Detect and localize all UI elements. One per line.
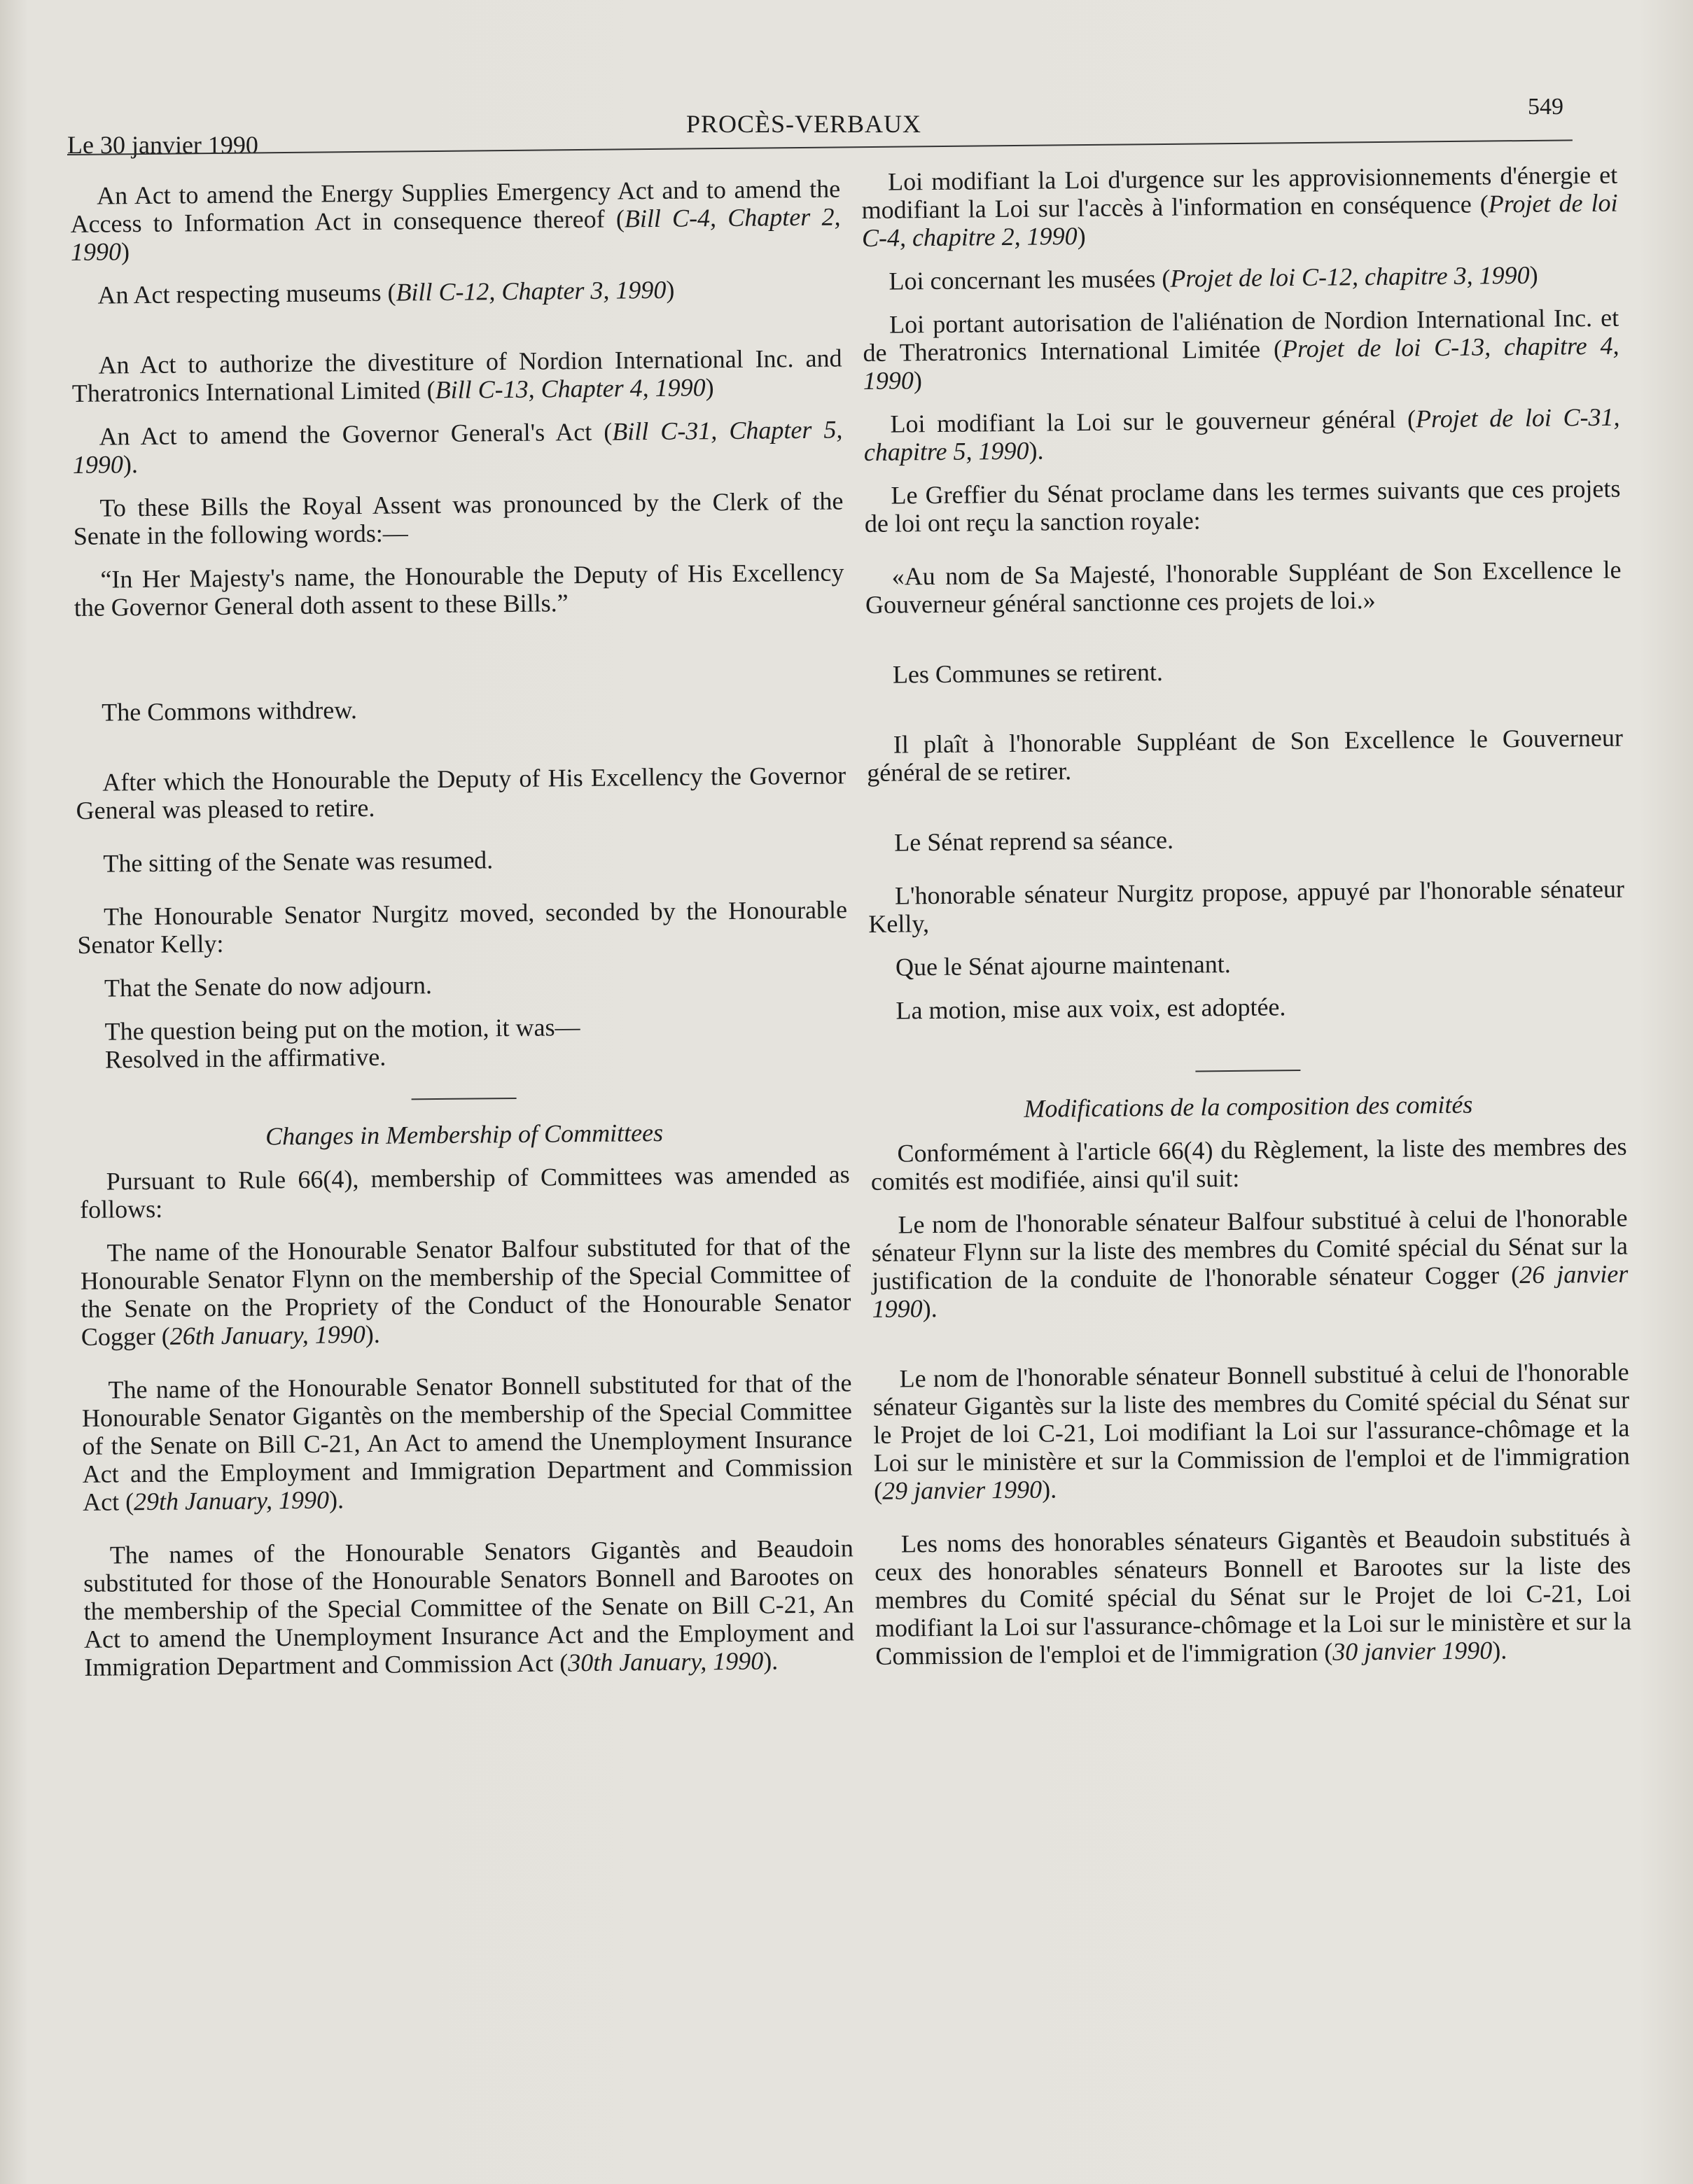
header-rule	[67, 139, 1573, 155]
adopted-text: La motion, mise aux voix, est adoptée.	[896, 993, 1286, 1025]
committee-change: The name of the Honourable Senator Balfour substituted for that of the Honourable Senator Flynn on the membership of the Special Committee of the Senate on the Propriety of the Conduct of the Honourable Senator Cogger (26th January, 1990).	[80, 1231, 851, 1351]
committee-change: Le nom de l'honorable sénateur Balfour substitué à celui de l'honorable sénateur Flynn sur la liste des membres du Comité spécial du Sénat sur la justification de la conduite de l'honorable sénateur Cogger (26 janvier 1990).	[871, 1203, 1629, 1323]
assent-quote: «Au nom de Sa Majesté, l'honorable Suppléant de Son Excellence le Gouverneur général sanctionne ces projets de loi.»	[865, 555, 1622, 619]
bill-paragraph: An Act to amend the Energy Supplies Emergency Act and to amend the Access to Information Act in consequence thereof (Bill C-4, Chapter 2, 1990)	[70, 174, 841, 266]
bill-paragraph: Loi modifiant la Loi d'urgence sur les approvisionnements d'énergie et modifiant la Loi sur l'accès à l'information en conséquence (Projet de loi C-4, chapitre 2, 1990)	[861, 160, 1618, 252]
committee-change: Le nom de l'honorable sénateur Bonnell substitué à celui de l'honorable sénateur Gigantès sur la liste des membres du Comité spécial du Sénat sur le Projet de loi C-21, Loi modifiant la Loi sur l'assurance-chômage et la Loi sur le ministère et sur la Commission de l'emploi et de l'immigration (29 janvier 1990).	[872, 1357, 1630, 1505]
deputy-retire: Il plaît à l'honorable Suppléant de Son Excellence le Gouverneur général de se retirer.	[867, 723, 1624, 787]
english-column	[70, 174, 855, 1681]
french-column	[861, 161, 1632, 1670]
question-text: The question being put on the motion, it was—	[104, 1013, 580, 1046]
header-date: Le 30 janvier 1990	[67, 131, 258, 159]
commons-withdrew: The Commons withdrew.	[102, 696, 358, 727]
committees-heading: Changes in Membership of Committees	[265, 1118, 664, 1151]
bill-paragraph: An Act respecting museums (Bill C-12, Chapter 3, 1990)	[97, 275, 675, 309]
committee-change: The name of the Honourable Senator Bonnell substituted for that of the Honourable Senator Gigantès on the membership of the Special Committee of the Senate on Bill C-21, An Act to amend the Unemployment Insurance Act and the Employment and Immigration Department and Commission Act (29th January, 1990).	[81, 1368, 853, 1516]
assent-intro: To these Bills the Royal Assent was pronounced by the Clerk of the Senate in the following words:—	[73, 486, 844, 550]
bill-paragraph: Loi concernant les musées (Projet de loi C-12, chapitre 3, 1990)	[889, 260, 1538, 295]
rule-intro: Conformément à l'article 66(4) du Règlement, la liste des membres des comités est modifiée, ainsi qu'il suit:	[870, 1132, 1627, 1196]
committee-change: The names of the Honourable Senators Gigantès and Beaudoin substituted for those of the Honourable Senators Bonnell and Barootes on the membership of the Special Committee of the Senate on Bill C-21, An Act to amend the Unemployment Insurance Act and the Employment and Immigration Department and Commission Act (30th January, 1990).	[83, 1534, 855, 1681]
bill-paragraph: Loi modifiant la Loi sur le gouverneur général (Projet de loi C-31, chapitre 5, 1990).	[863, 402, 1620, 466]
assent-intro: Le Greffier du Sénat proclame dans les termes suivants que ces projets de loi ont reçu la sanction royale:	[864, 474, 1621, 538]
rule-intro: Pursuant to Rule 66(4), membership of Committees was amended as follows:	[79, 1160, 850, 1224]
committee-change: Les noms des honorables sénateurs Gigantès et Beaudoin substitués à ceux des honorables sénateurs Bonnell et Barootes sur la liste des membres du Comité spécial du Sénat sur le Projet de loi C-21, Loi modifiant la Loi sur l'assurance-chômage et la Loi sur le ministère et sur la Commission de l'emploi et de l'immigration (30 janvier 1990).	[875, 1522, 1632, 1670]
bill-paragraph: An Act to authorize the divestiture of Nordion International Inc. and Theratronics International Limited (Bill C-13, Chapter 4, 1990)	[71, 344, 842, 407]
commons-withdrew: Les Communes se retirent.	[892, 657, 1164, 689]
assent-quote: “In Her Majesty's name, the Honourable the Deputy of His Excellency the Governor General doth assent to these Bills.”	[74, 558, 844, 622]
bill-paragraph: An Act to amend the Governor General's Act (Bill C-31, Chapter 5, 1990).	[72, 415, 843, 479]
header-title: PROCÈS-VERBAUX	[686, 110, 922, 138]
motion-text: L'honorable sénateur Nurgitz propose, appuyé par l'honorable sénateur Kelly,	[868, 874, 1625, 938]
committees-heading: Modifications de la composition des comités	[1024, 1090, 1473, 1123]
page-number: 549	[1528, 94, 1563, 120]
sitting-resumed: Le Sénat reprend sa séance.	[894, 825, 1174, 857]
resolved-text: Resolved in the affirmative.	[104, 1042, 386, 1074]
adjourn-text: Que le Sénat ajourne maintenant.	[895, 949, 1231, 981]
motion-text: The Honourable Senator Nurgitz moved, seconded by the Honourable Senator Kelly:	[77, 895, 848, 959]
adjourn-text: That the Senate do now adjourn.	[104, 971, 433, 1002]
bill-paragraph: Loi portant autorisation de l'aliénation de Nordion International Inc. et de Theratronics International Limitée (Projet de loi C-13, chapitre 4, 1990)	[863, 303, 1619, 395]
deputy-retire: After which the Honourable the Deputy of His Excellency the Governor General was pleased to retire.	[76, 761, 846, 825]
section-divider	[1195, 1070, 1300, 1072]
sitting-resumed: The sitting of the Senate was resumed.	[103, 846, 494, 878]
section-divider	[412, 1098, 517, 1100]
